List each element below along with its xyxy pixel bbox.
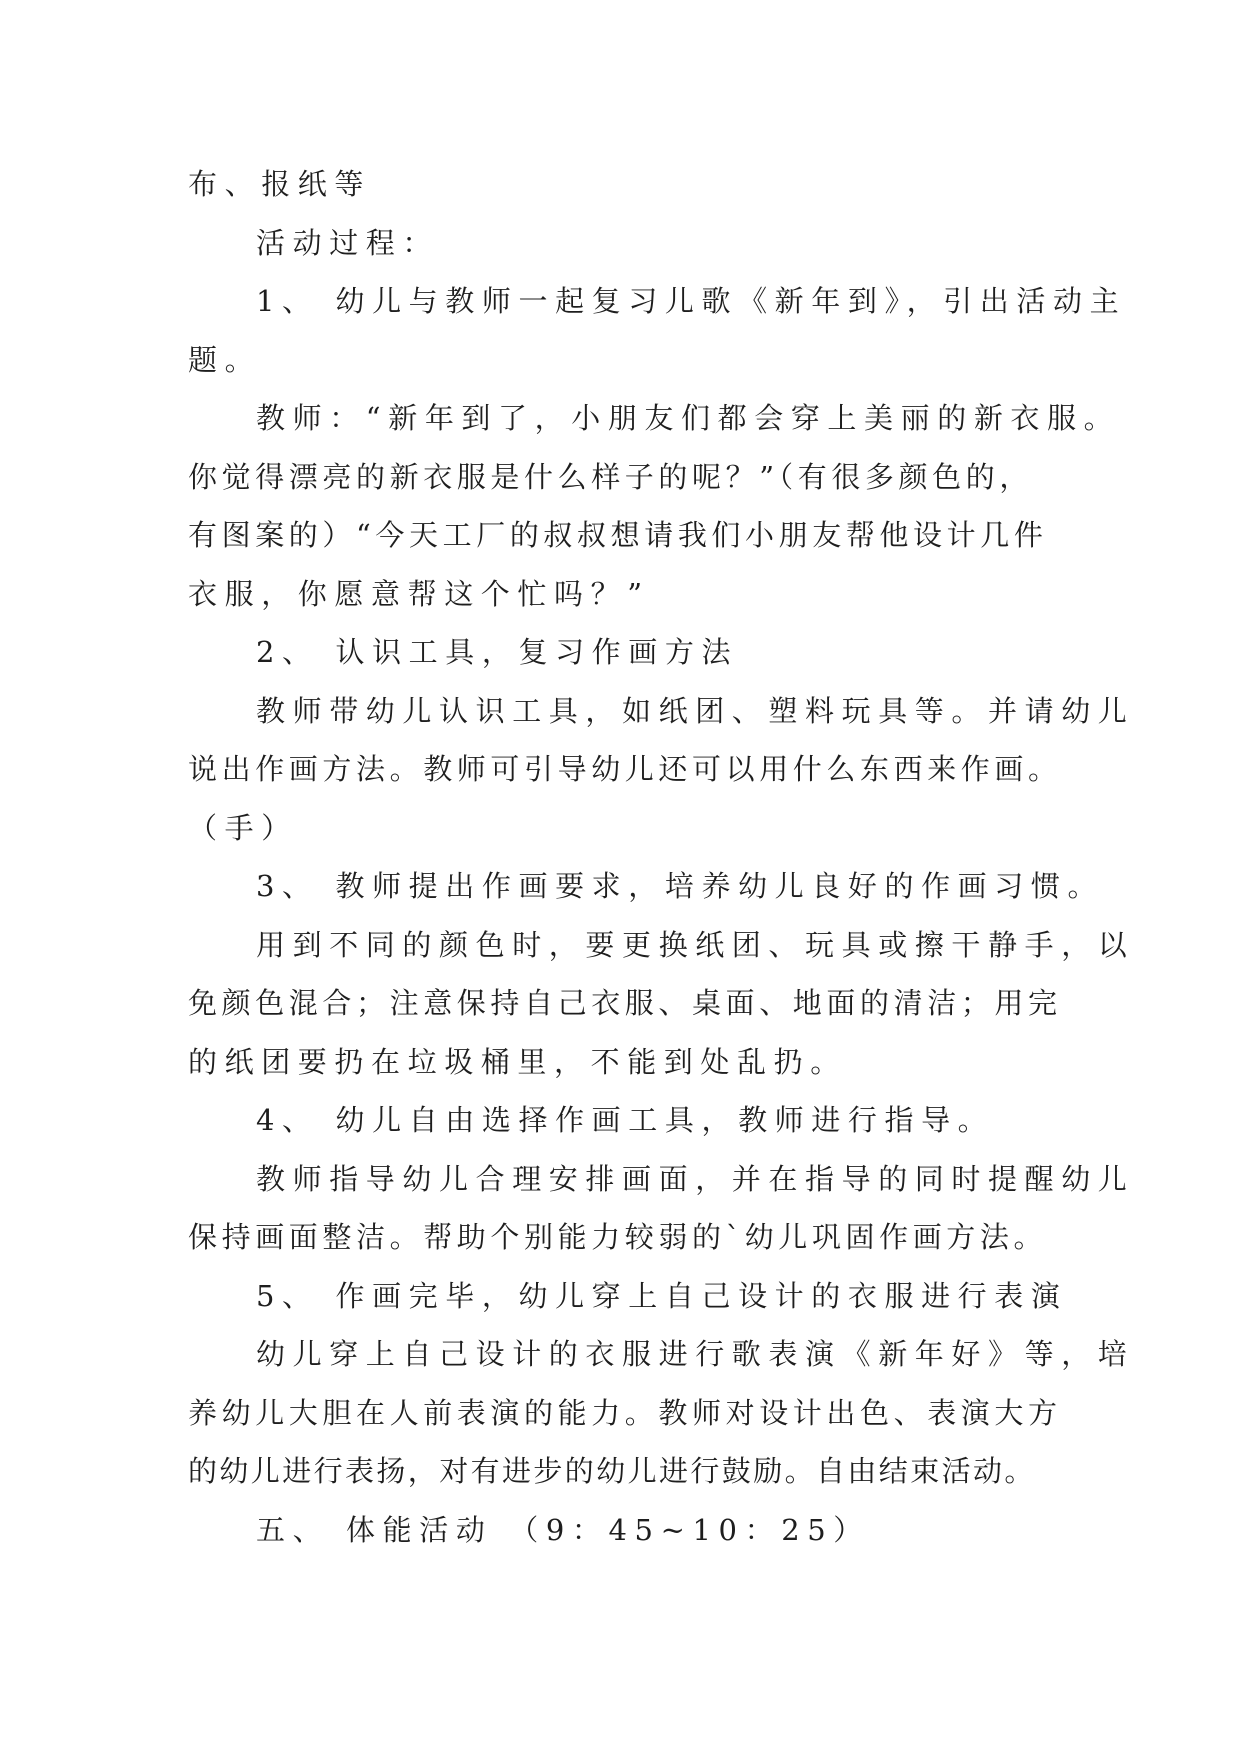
text-line: 衣服，你愿意帮这个忙吗？” — [188, 576, 650, 611]
text-line: 布、报纸等 — [188, 167, 372, 201]
text-line: 的纸团要扔在垃圾桶里，不能到处乱扔。 — [188, 1044, 847, 1079]
text-line: 幼儿穿上自己设计的衣服进行歌表演《新年好》等，培 — [256, 1337, 1135, 1371]
text-line: 免颜色混合；注意保持自己衣服、桌面、地面的清洁；用完 — [188, 986, 1062, 1020]
step-heading: 3、 教师提出作画要求，培养幼儿良好的作画习惯。 — [256, 869, 1105, 903]
text-line: 题。 — [188, 342, 262, 377]
text-line: 你觉得漂亮的新衣服是什么样子的呢？”（有很多颜色的， — [188, 459, 1033, 494]
section-heading: 活动过程： — [256, 225, 440, 260]
text-line: 教师带幼儿认识工具，如纸团、塑料玩具等。并请幼儿 — [256, 693, 1135, 728]
document-body — [188, 155, 1135, 1559]
text-line: 有图案的）“今天工厂的叔叔想请我们小朋友帮他设计几件 — [188, 518, 1048, 552]
step-heading: 5、 作画完毕，幼儿穿上自己设计的衣服进行表演 — [256, 1278, 1068, 1313]
step-heading: 4、 幼儿自由选择作画工具，教师进行指导。 — [256, 1103, 995, 1137]
text-line: 养幼儿大胆在人前表演的能力。教师对设计出色、表演大方 — [188, 1395, 1062, 1430]
step-heading: 1、 幼儿与教师一起复习儿歌《新年到》，引出活动主 — [256, 284, 1127, 318]
text-line: 教师指导幼儿合理安排画面，并在指导的同时提醒幼儿 — [256, 1161, 1135, 1196]
text-line: 教师：“新年到了，小朋友们都会穿上美丽的新衣服。 — [256, 401, 1121, 435]
text-line: 用到不同的颜色时，要更换纸团、玩具或擦干静手，以 — [256, 927, 1135, 962]
text-line: 说出作画方法。教师可引导幼儿还可以用什么东西来作画。 — [188, 752, 1062, 786]
section-heading: 五、 体能活动 （9：45~10：25） — [256, 1512, 870, 1547]
text-line: 保持画面整洁。帮助个别能力较弱的`幼儿巩固作画方法。 — [188, 1220, 1048, 1254]
text-line: 的幼儿进行表扬，对有进步的幼儿进行鼓励。自由结束活动。 — [188, 1454, 1036, 1488]
step-heading: 2、 认识工具，复习作画方法 — [256, 635, 739, 669]
text-line: （手） — [188, 810, 298, 845]
